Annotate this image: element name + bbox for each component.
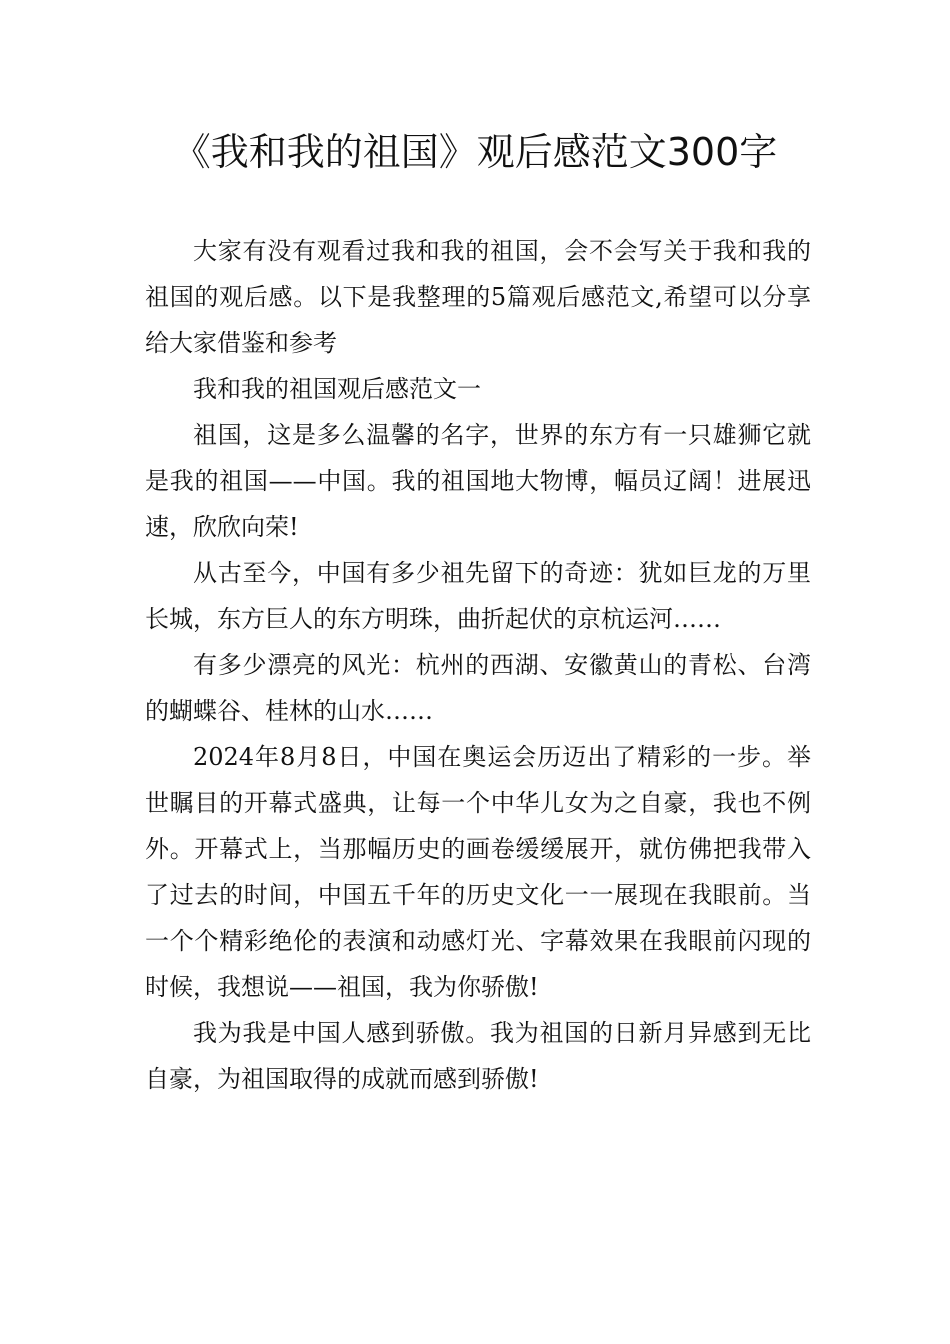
document-body: [145, 228, 811, 1102]
paragraph: 从古至今，中国有多少祖先留下的奇迹：犹如巨龙的万里长城，东方巨人的东方明珠，曲折起伏的京杭运河……: [145, 559, 811, 633]
paragraph-intro: 大家有没有观看过我和我的祖国，会不会写关于我和我的祖国的观后感。以下是我整理的5篇观后感范文,希望可以分享给大家借鉴和参考: [145, 237, 811, 357]
paragraph: 我为我是中国人感到骄傲。我为祖国的日新月异感到无比自豪，为祖国取得的成就而感到骄傲!: [145, 1019, 811, 1093]
paragraph: 祖国，这是多么温馨的名字，世界的东方有一只雄狮它就是我的祖国——中国。我的祖国地大物博，幅员辽阔！进展迅速，欣欣向荣!: [145, 421, 811, 541]
document-title: 《我和我的祖国》观后感范文300字: [172, 130, 778, 174]
paragraph-subtitle: 我和我的祖国观后感范文一: [193, 375, 481, 403]
paragraph: 有多少漂亮的风光：杭州的西湖、安徽黄山的青松、台湾的蝴蝶谷、桂林的山水……: [145, 651, 811, 725]
paragraph: 2024年8月8日，中国在奥运会历迈出了精彩的一步。举世瞩目的开幕式盛典，让每一个中华儿女为之自豪，我也不例外。开幕式上，当那幅历史的画卷缓缓展开，就仿佛把我带入了过去的时间，中国五千年的历史文化一一展现在我眼前。当一个个精彩绝伦的表演和动感灯光、字幕效果在我眼前闪现的时候，我想说——祖国，我为你骄傲!: [145, 743, 811, 1001]
